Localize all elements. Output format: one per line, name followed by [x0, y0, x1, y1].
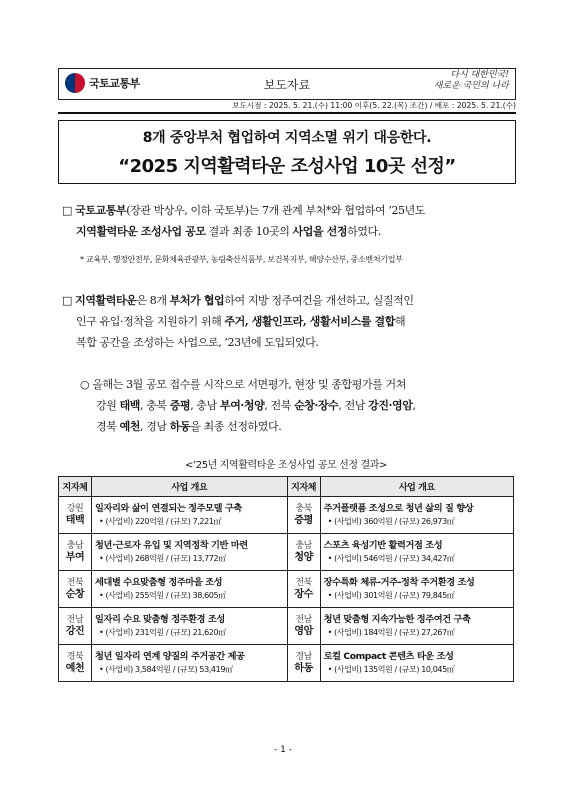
- city-label: 강진: [65, 626, 85, 637]
- project-name: 청년·근로자 유입 및 지역정착 기반 마련: [95, 540, 248, 551]
- project-detail: • (사업비) 268억원 / (규모) 13,772㎡: [99, 554, 226, 563]
- p2-text: 해: [394, 315, 406, 328]
- province-label: 전남: [66, 615, 84, 625]
- city-label: 순창: [65, 589, 85, 600]
- project-name: 일자리와 삶이 연결되는 정주모델 구축: [95, 503, 242, 514]
- p2-bold: 부처가 협업: [169, 294, 225, 307]
- title-box: [58, 120, 516, 184]
- province-label: 경남: [295, 652, 312, 662]
- project-cell: [320, 571, 513, 608]
- project-cell: [320, 608, 513, 645]
- region-cell: [287, 608, 320, 645]
- project-detail: • (사업비) 3,584억원 / (규모) 53,419㎡: [99, 665, 233, 674]
- paragraph-3: [80, 374, 520, 437]
- project-name: 세대별 수요맞춤형 정주마을 조성: [95, 577, 223, 588]
- table-row: [59, 571, 514, 608]
- bullet-square: □: [62, 294, 72, 307]
- region-bold: 증평: [169, 399, 191, 412]
- city-label: 증평: [294, 515, 313, 526]
- p3-text: , 경남: [140, 420, 170, 433]
- col-region-header: 지자체: [287, 477, 320, 497]
- p1-text: (장관 박상우, 이하 국토부)는 7개 관계 부처*와 협업하여 ’25년도: [126, 204, 426, 217]
- p2-bold: 지역활력타운: [75, 294, 137, 307]
- col-summary-header: 사업 개요: [320, 477, 513, 497]
- project-name: 장수특화 체류-거주-정착 주거환경 조성: [323, 577, 475, 588]
- region-cell: [59, 645, 92, 682]
- table-caption: <’25년 지역활력타운 조성사업 공모 선정 결과>: [185, 460, 387, 471]
- ministry-name: 국토교통부: [89, 77, 140, 90]
- bullet-square: □: [62, 204, 72, 217]
- p3-text: ,: [412, 399, 416, 412]
- project-detail: • (사업비) 220억원 / (규모) 7,221㎡: [99, 517, 222, 526]
- p1-bold: 사업을 선정: [292, 225, 348, 238]
- title-line1: 8개 중앙부처 협업하여 지역소멸 위기 대응한다.: [142, 130, 432, 146]
- project-name: 청년 일자리 연계 양질의 주거공간 제공: [95, 651, 245, 662]
- p1-bold: 국토교통부: [75, 204, 127, 217]
- project-cell: [92, 645, 288, 682]
- city-label: 청양: [294, 552, 313, 563]
- city-label: 하동: [294, 663, 313, 674]
- region-bold: 하동: [169, 420, 191, 433]
- p3-text: , 전남: [338, 399, 369, 412]
- press-header: [58, 68, 516, 100]
- region-bold: 부여·청양: [219, 399, 265, 412]
- p3-text: 을 최종 선정하였다.: [190, 420, 282, 433]
- province-label: 전남: [295, 615, 312, 625]
- table-row: [59, 608, 514, 645]
- p3-text: , 충남: [190, 399, 220, 412]
- slogan: [434, 70, 509, 92]
- province-label: 전북: [295, 578, 312, 588]
- project-cell: [92, 497, 288, 534]
- doc-type: 보도자료: [263, 78, 311, 92]
- region-bold: 예천: [119, 420, 141, 433]
- project-name: 일자리 수요 맞춤형 정주환경 조성: [95, 614, 225, 625]
- region-cell: [59, 608, 92, 645]
- p3-text: 경북: [96, 420, 120, 433]
- project-detail: • (사업비) 360억원 / (규모) 26,973㎡: [327, 517, 455, 526]
- region-cell: [287, 534, 320, 571]
- project-cell: [92, 571, 288, 608]
- project-cell: [92, 608, 288, 645]
- col-summary-header: 사업 개요: [92, 477, 288, 497]
- project-name: 스포츠 육성기반 활력거점 조성: [323, 540, 443, 551]
- project-detail: • (사업비) 255억원 / (규모) 38,605㎡: [99, 591, 226, 600]
- slogan-line2: 새로운 국민의 나라: [433, 81, 509, 91]
- title-line2: “2025 지역활력타운 조성사업 10곳 선정”: [118, 156, 456, 177]
- p3-text: , 전북: [264, 399, 295, 412]
- region-cell: [287, 571, 320, 608]
- region-cell: [59, 571, 92, 608]
- p2-text: 하여 지방 정주여건을 개선하고, 실질적인: [224, 294, 414, 307]
- project-detail: • (사업비) 184억원 / (규모) 27,267㎡: [327, 628, 455, 637]
- p2-text: 은 8개: [136, 294, 170, 307]
- col-region-header: 지자체: [59, 477, 92, 497]
- release-meta: 보도시점 : 2025. 5. 21.(수) 11:00 이후(5. 22.(목) 조간) / 배포 : 2025. 5. 21.(수): [58, 100, 516, 114]
- paragraph-1: [62, 200, 522, 242]
- province-label: 충남: [66, 541, 84, 551]
- p3-text: 강원: [96, 399, 120, 412]
- p2-text: 복합 공간을 조성하는 사업으로, ’23년에 도입되었다.: [76, 336, 319, 349]
- project-name: 청년 맞춤형 지속가능한 정주여건 구축: [323, 614, 471, 625]
- p2-bold: 주거, 생활인프라, 생활서비스를 결합: [224, 315, 395, 328]
- p1-text: 하였다.: [347, 225, 381, 238]
- project-detail: • (사업비) 546억원 / (규모) 34,427㎡: [327, 554, 455, 563]
- paragraph-2: [62, 290, 522, 353]
- p1-bold: 지역활력타운 조성사업 공모: [76, 225, 206, 238]
- project-detail: • (사업비) 301억원 / (규모) 79,845㎡: [327, 591, 455, 600]
- project-cell: [320, 497, 513, 534]
- table-row: [59, 534, 514, 571]
- region-bold: 강진·영암: [368, 399, 413, 412]
- province-label: 전북: [66, 578, 84, 588]
- p1-text: 결과 최종 10곳의: [205, 225, 293, 238]
- city-label: 장수: [294, 589, 313, 600]
- ministries-note: * 교육부, 행정안전부, 문화체육관광부, 농림축산식품부, 보건복지부, 해양수산부, 중소벤처기업부: [80, 255, 403, 264]
- table-row: [59, 497, 514, 534]
- region-cell: [59, 497, 92, 534]
- page-number: - 1 -: [274, 745, 292, 755]
- province-label: 충북: [295, 504, 312, 514]
- project-detail: • (사업비) 135억원 / (규모) 10,045㎡: [327, 665, 455, 674]
- province-label: 경북: [66, 652, 84, 662]
- city-label: 영암: [294, 626, 313, 637]
- project-name: 주거플랫폼 조성으로 청년 삶의 질 향상: [323, 503, 474, 514]
- p2-text: 인구 유입·정착을 지원하기 위해: [76, 315, 225, 328]
- project-detail: • (사업비) 231억원 / (규모) 21,620㎡: [99, 628, 226, 637]
- region-cell: [287, 497, 320, 534]
- city-label: 태백: [65, 515, 85, 526]
- project-cell: [320, 534, 513, 571]
- bullet-circle: ○: [80, 378, 90, 391]
- province-label: 충남: [295, 541, 312, 551]
- results-table: [58, 476, 514, 682]
- region-cell: [59, 534, 92, 571]
- city-label: 예천: [65, 663, 85, 674]
- p3-text: 올해는 3월 공모 접수를 시작으로 서면평가, 현장 및 종합평가를 거쳐: [92, 378, 406, 391]
- table-row: [59, 645, 514, 682]
- p3-text: , 충북: [140, 399, 170, 412]
- table-header-row: [59, 477, 514, 497]
- city-label: 부여: [65, 552, 85, 563]
- province-label: 강원: [66, 504, 84, 514]
- region-cell: [287, 645, 320, 682]
- project-name: 로컬 Compact 콘텐츠 타운 조성: [323, 651, 454, 662]
- slogan-line1: 다시 대한민국!: [450, 70, 509, 80]
- region-bold: 순창·장수: [294, 399, 339, 412]
- project-cell: [92, 534, 288, 571]
- region-bold: 태백: [119, 399, 141, 412]
- project-cell: [320, 645, 513, 682]
